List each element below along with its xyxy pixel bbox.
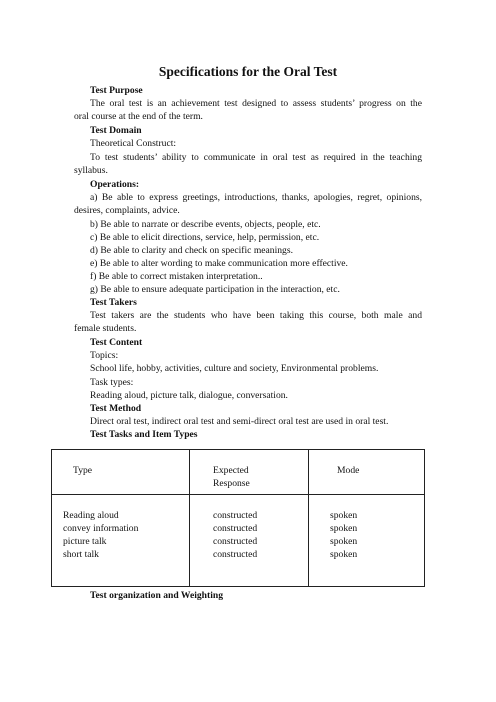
table-cell-type: convey information [63,523,139,534]
column-header-type: Type [73,465,93,476]
operation-item: e) Be able to alter wording to make communication more effective. [90,258,348,269]
table-cell-response: constructed [213,536,258,547]
section-heading-operations: Operations: [90,179,140,190]
operation-item: d) Be able to clarity and check on specific meanings. [90,245,293,256]
topics-label: Topics: [90,350,119,361]
section-heading-method: Test Method [90,403,142,414]
construct-text-line: To test students’ ability to communicate in oral test as required in the teaching [90,152,422,163]
operation-item: a) Be able to express greetings, introductions, thanks, apologies, regret, opinions, [90,192,422,203]
operation-item: c) Be able to elicit directions, service, help, permission, etc. [90,232,320,243]
takers-text-line: Test takers are the students who have been taking this course, both male and [90,310,422,321]
section-heading-content: Test Content [90,337,143,348]
operation-item: b) Be able to narrate or describe events, objects, people, etc. [90,219,321,230]
table-cell-type: Reading aloud [63,510,119,521]
section-heading-tasks: Test Tasks and Item Types [90,429,198,440]
purpose-text-line: The oral test is an achievement test designed to assess students’ progress on the [90,98,422,109]
table-cell-mode: spoken [330,523,358,534]
task-types-label: Task types: [90,377,134,388]
table-header-divider [52,494,424,495]
construct-text-line: syllabus. [74,165,108,176]
table-cell-response: constructed [213,523,258,534]
operation-item: desires, complaints, advice. [74,205,180,216]
table-cell-mode: spoken [330,510,358,521]
purpose-text-line: oral course at the end of the term. [74,111,203,122]
topics-text: School life, hobby, activities, culture and society, Environmental problems. [90,363,379,374]
table-cell-mode: spoken [330,549,358,560]
operation-item: g) Be able to ensure adequate participation in the interaction, etc. [90,284,340,295]
task-types-text: Reading aloud, picture talk, dialogue, conversation. [90,390,288,401]
construct-label: Theoretical Construct: [90,138,177,149]
item-types-table [51,449,425,587]
takers-text-line: female students. [74,323,137,334]
table-column-divider [308,450,309,586]
column-header-response: Response [213,478,250,489]
table-cell-response: constructed [213,549,258,560]
operation-item: f) Be able to correct mistaken interpretation.. [90,271,263,282]
column-header-mode: Mode [337,465,360,476]
table-cell-mode: spoken [330,536,358,547]
method-text: Direct oral test, indirect oral test and semi-direct oral test are used in oral test. [90,416,389,427]
section-heading-domain: Test Domain [90,125,142,136]
table-cell-type: picture talk [63,536,107,547]
section-heading-purpose: Test Purpose [90,85,143,96]
table-cell-type: short talk [63,549,99,560]
document-title: Specifications for the Oral Test [158,64,338,79]
table-column-divider [189,450,190,586]
table-cell-response: constructed [213,510,258,521]
column-header-response: Expected [213,465,249,476]
section-heading-takers: Test Takers [90,297,137,308]
section-heading-organization: Test organization and Weighting [90,590,224,601]
